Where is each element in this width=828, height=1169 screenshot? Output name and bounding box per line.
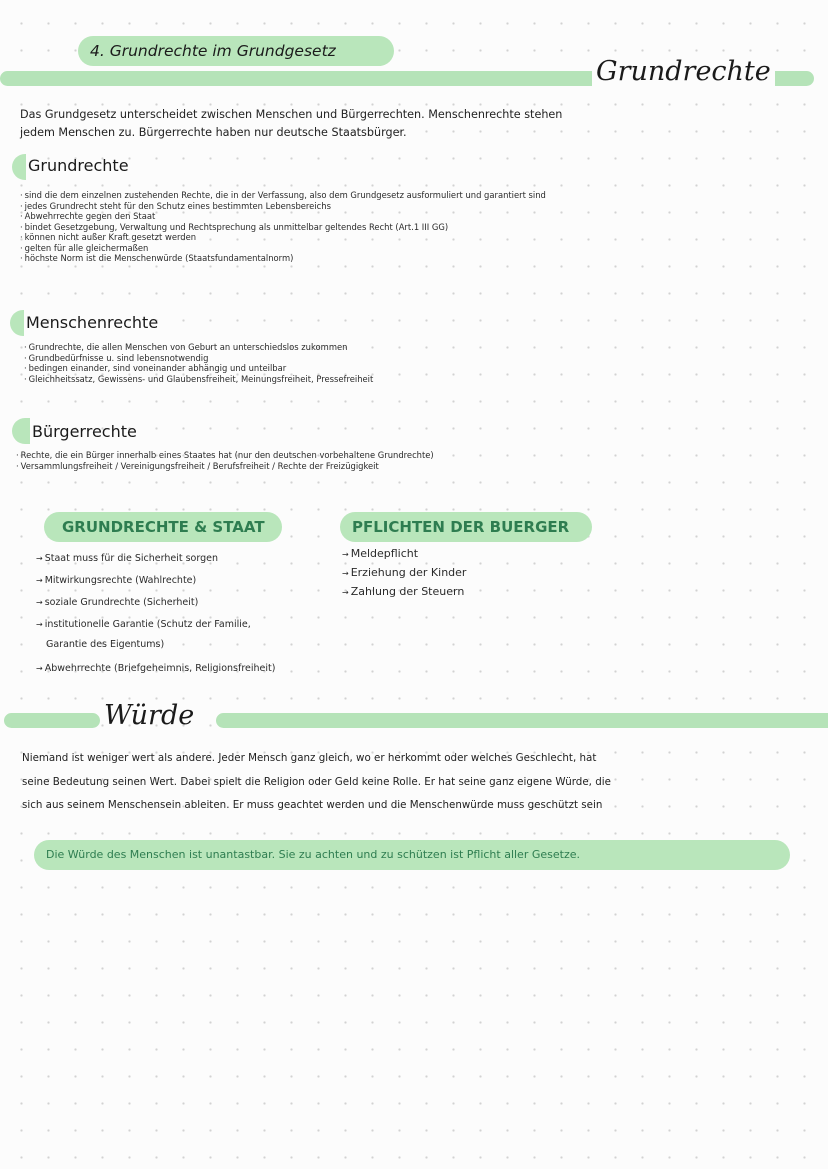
list-item: · sind die dem einzelnen zustehenden Rechte, die in der Verfassung, also dem Grundgesetz ausformuliert und garantiert sind (20, 190, 546, 201)
wuerde-band-left (4, 713, 100, 728)
pflichten-heading: PFLICHTEN DER BUERGER (352, 518, 570, 536)
grundrechte-heading: Grundrechte (28, 156, 129, 175)
wuerde-line-3: sich aus seinem Menschensein ableiten. Er muss geachtet werden und die Menschenwürde muss geschützt sein (22, 799, 603, 811)
list-item: · gelten für alle gleichermaßen (20, 243, 546, 254)
menschenrechte-heading: Menschenrechte (26, 313, 159, 332)
menschenrechte-heading-highlight (10, 310, 24, 336)
list-item: · höchste Norm ist die Menschenwürde (Staatsfundamentalnorm) (20, 253, 546, 264)
wuerde-line-2: seine Bedeutung seinen Wert. Dabei spielt die Religion oder Geld keine Rolle. Er hat seine ganz eigene Würde, die (22, 776, 611, 788)
intro-line-2: jedem Menschen zu. Bürgerrechte haben nur deutsche Staatsbürger. (20, 126, 407, 139)
grundrechte-heading-highlight (12, 154, 26, 180)
list-item: · Abwehrrechte gegen den Staat (20, 211, 546, 222)
list-item: → Abwehrrechte (Briefgeheimnis, Religionsfreiheit) (36, 658, 275, 680)
pflichten-list (342, 545, 466, 602)
buergerrechte-heading-highlight (12, 418, 30, 444)
grundrechte-list (20, 190, 546, 264)
list-item: · jedes Grundrecht steht für den Schutz eines bestimmten Lebensbereichs (20, 201, 546, 212)
buergerrechte-list (16, 450, 434, 471)
page-title: Grundrechte (592, 56, 775, 87)
intro-line-1: Das Grundgesetz unterscheidet zwischen Menschen und Bürgerrechten. Menschenrechte stehen (20, 108, 563, 121)
buergerrechte-heading: Bürgerrechte (32, 422, 137, 441)
menschenrechte-list (24, 342, 373, 384)
list-item: · Grundbedürfnisse u. sind lebensnotwendig (24, 353, 373, 364)
list-item: · Rechte, die ein Bürger innerhalb eines Staates hat (nur den deutschen vorbehaltene Grundrechte) (16, 450, 434, 461)
list-item: · bedingen einander, sind voneinander abhängig und unteilbar (24, 363, 373, 374)
list-item: → Meldepflicht (342, 545, 466, 564)
list-item: · können nicht außer Kraft gesetzt werden (20, 232, 546, 243)
wuerde-line-1: Niemand ist weniger wert als andere. Jeder Mensch ganz gleich, wo er herkommt oder welches Geschlecht, hat (22, 752, 597, 764)
list-item: → Staat muss für die Sicherheit sorgen (36, 548, 251, 570)
list-item: · Gleichheitssatz, Gewissens- und Glaubensfreiheit, Meinungsfreiheit, Pressefreiheit (24, 374, 373, 385)
wuerde-band-right (216, 713, 828, 728)
list-item: → Mitwirkungsrechte (Wahlrechte) (36, 570, 251, 592)
grundrechte-staat-continuation: Garantie des Eigentums) (46, 639, 165, 650)
grundrechte-staat-heading: GRUNDRECHTE & STAAT (62, 518, 265, 536)
list-item: · bindet Gesetzgebung, Verwaltung und Rechtsprechung als unmittelbar geltendes Recht (Art.1 III GG) (20, 222, 546, 233)
list-item: → Erziehung der Kinder (342, 564, 466, 583)
grundrechte-staat-list (36, 548, 251, 636)
section-title: 4. Grundrechte im Grundgesetz (90, 42, 336, 60)
list-item: → Zahlung der Steuern (342, 583, 466, 602)
list-item: · Grundrechte, die allen Menschen von Geburt an unterschiedslos zukommen (24, 342, 373, 353)
list-item: → institutionelle Garantie (Schutz der Familie, (36, 614, 251, 636)
list-item: · Versammlungsfreiheit / Vereinigungsfreiheit / Berufsfreiheit / Rechte der Freizügigkeit (16, 461, 434, 472)
wuerde-heading: Würde (104, 700, 195, 731)
list-item: → soziale Grundrechte (Sicherheit) (36, 592, 251, 614)
wuerde-quote: Die Würde des Menschen ist unantastbar. Sie zu achten und zu schützen ist Pflicht aller Gesetze. (46, 848, 580, 861)
grundrechte-staat-list-last (36, 658, 275, 680)
